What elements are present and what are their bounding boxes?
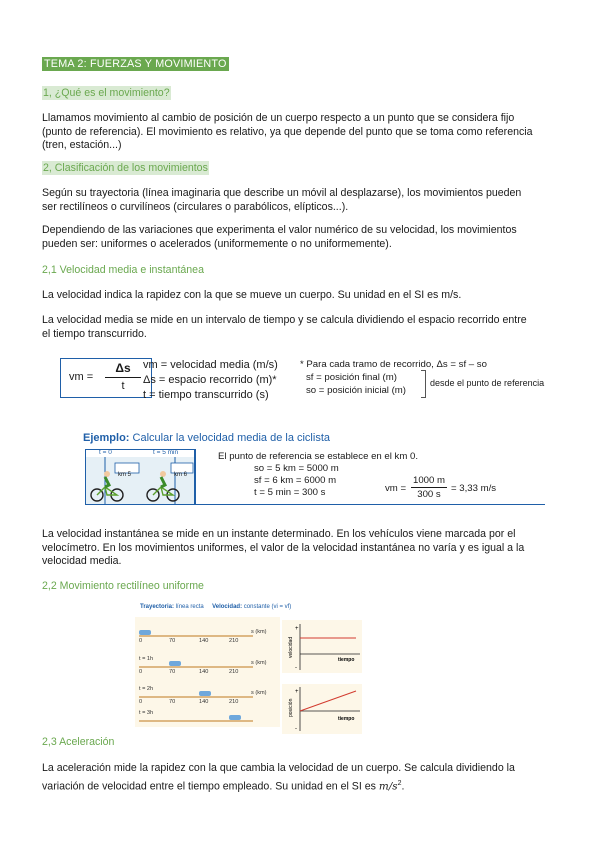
y-label-posicion: posición — [288, 698, 294, 717]
minus-sign: - — [295, 726, 297, 732]
paragraph-movimiento: Llamamos movimiento al cambio de posición de un cuerpo respecto a un punto que se considera fijo (punto de referencia). El movimiento es relativo, ya que depende del punto que se toma como referencia (tren, estación...) — [42, 112, 533, 152]
result-fraction-bar — [411, 487, 447, 488]
result-lhs: vm = — [385, 483, 407, 494]
velocity-formula-box — [60, 358, 152, 398]
section-heading-2-3: 2,3 Aceleración — [42, 736, 115, 748]
formula-lhs: vm = — [69, 371, 94, 383]
example-bottom-rule — [195, 504, 545, 505]
graph-bg — [282, 684, 362, 734]
paragraph-velocidad-media: La velocidad media se mide en un intervalo de tiempo y se calcula dividiendo el espacio recorrido entre el tiempo transcurrido. — [42, 314, 527, 340]
section-heading-1: 1, ¿Qué es el movimiento? — [43, 87, 170, 99]
section-heading-2-1: 2,1 Velocidad media e instantánea — [42, 264, 204, 276]
position-time-graph — [282, 684, 362, 734]
paragraph-trayectoria: Según su trayectoria (línea imaginaria que describe un móvil al desplazarse), los movimientos pueden ser rectilíneos o curvilíneos (circulares o parabólicos, elípticos...). — [42, 187, 522, 213]
minus-sign: - — [295, 665, 297, 671]
result-value: = 3,33 m/s — [451, 483, 497, 494]
formula-brace — [421, 370, 426, 398]
paragraph-velocidad-unidad: La velocidad indica la rapidez con la que se mueve un cuerpo. Su unidad en el SI es m/s. — [42, 289, 462, 301]
mru-caption: Trayectoria: línea recta Velocidad: constante (vi = vf) — [140, 604, 292, 610]
section-heading-2: 2, Clasificación de los movimientos — [43, 162, 208, 174]
example-data: El punto de referencia se establece en el km 0. so = 5 km = 5000 m sf = 6 km = 6000 m t = 5 min = 300 s — [218, 451, 418, 498]
formula-fraction-bar — [105, 377, 141, 378]
unit-math: m/s — [378, 780, 398, 793]
graph-bg — [282, 620, 362, 673]
example-divider — [195, 449, 196, 505]
plus-sign: + — [295, 689, 299, 695]
y-label-velocidad: velocidad — [288, 636, 294, 658]
paragraph-velocidad-variaciones: Dependiendo de las variaciones que experimenta el valor numérico de su velocidad, los movimientos pueden ser: uniformes o acelerados (uniformemente o no uniformemente). — [42, 224, 517, 250]
paragraph-velocidad-instantanea: La velocidad instantánea se mide en un instante determinado. En los vehículos viene marcada por el velocímetro. En los movimientos uniformes, el valor de la velocidad instantánea no varía y es igual a la velocidad media. — [42, 528, 525, 568]
plus-sign: + — [295, 626, 299, 632]
time-label-2: t = 2h — [139, 686, 154, 692]
label-km6: km 6 — [174, 472, 188, 478]
x-label-tiempo: tiempo — [338, 657, 355, 663]
unit-exponent: 2 — [397, 780, 402, 787]
label-t5: t = 5 min — [153, 449, 179, 456]
formula-numerator: Δs — [115, 361, 131, 375]
car-icon — [139, 630, 151, 635]
result-denominator: 300 s — [417, 489, 441, 500]
formula-ref-note: desde el punto de referencia — [430, 378, 545, 388]
formula-definitions: vm = velocidad media (m/s) Δs = espacio recorrido (m)* t = tiempo transcurrido (s) — [143, 359, 278, 401]
cyclist-frame — [85, 449, 195, 505]
page-title: TEMA 2: FUERZAS Y MOVIMIENTO — [44, 58, 227, 70]
result-numerator: 1000 m — [413, 475, 445, 486]
label-t0: t = 0 — [99, 449, 112, 456]
section-heading-2-2: 2,2 Movimiento rectilíneo uniforme — [42, 580, 204, 592]
car-icon — [229, 715, 241, 720]
label-km5: km 5 — [118, 472, 132, 478]
document-page: TEMA 2: FUERZAS Y MOVIMIENTO 1, ¿Qué es el movimiento? Llamamos movimiento al cambio de posición de un cuerpo respecto a un punto que se considera fijo (punto de referencia). El movimiento es relativo, ya que depende del punto que se toma como referencia (tren, estación...) 2, Clasificación de los movimientos Según su trayectoria (línea imaginaria que describe un móvil al desplazarse), los movimientos pueden ser rectilíneos o curvilíneos (circulares o parabólicos, elípticos...). Dependiendo de las variaciones que experimenta el valor numérico de su velocidad, los movimientos pueden ser: uniformes o acelerados (uniformemente o no uniformemente). 2,1 Velocidad media e instantánea La velocidad indica la rapidez con la que se mueve un cuerpo. Su unidad en el SI es m/s. La velocidad media se mide en un intervalo de tiempo y se calcula dividiendo el espacio recorrido entre el tiempo transcurrido. vm = Δs t vm = velocidad media (m/s) Δs = espacio recorrido (m)* t = tiempo transcurrido (s) * Para cada tramo de recorrido, Δs = sf – so sf = posición final (m) so = posición inicial (m) desde el punto de referencia Ejemplo: Calcular la velocidad media de la ciclista t = 0 t = 5 min km 5 km 6 El punto de referencia se establece en el km 0. so = 5 km = 5000 m sf = 6 km = 6000 m t = 5 min = 300 s vm = 1000 m 300 s = 3,33 m/s La velocidad instantánea se mide en un instante determinado. En los vehículos viene marcada por el velocímetro. En los movimientos uniformes, el valor de la velocidad instantánea no varía y es igual a la velocidad media. 2,2 Movimiento rectilíneo uniforme Trayectoria: línea recta Velocidad: constante (vi = vf) 0 70 140 210 s (km) t = 1h 0 70 140 210 s (km) t = 2h 0 70 140 210 s (km) t = 3h + - velocidad tiempo + - posición tiempo 2,3 Aceleración La aceleración mide la rapidez con la que cambia la velocidad de un cuerpo. Se calcula dividiendo la variación de velocidad entre el tiempo empleado. Su unidad en el SI es $m/s^2$. — [0, 0, 600, 848]
paragraph-aceleracion: La aceleración mide la rapidez con la que cambia la velocidad de un cuerpo. Se calcula dividiendo la variación de velocidad entre el tiempo empleado. Su unidad en el SI es $m/s^2$. — [42, 762, 515, 793]
car-icon — [169, 661, 181, 666]
velocity-time-graph — [282, 620, 362, 673]
x-label-tiempo: tiempo — [338, 716, 355, 722]
time-label-3: t = 3h — [139, 710, 154, 716]
time-label-1: t = 1h — [139, 656, 154, 662]
formula-note: * Para cada tramo de recorrido, Δs = sf – so sf = posición final (m) so = posición inicial (m) — [300, 359, 487, 396]
example-title: Ejemplo: Calcular la velocidad media de la ciclista — [83, 432, 330, 444]
car-icon — [199, 691, 211, 696]
formula-denominator: t — [121, 380, 125, 392]
